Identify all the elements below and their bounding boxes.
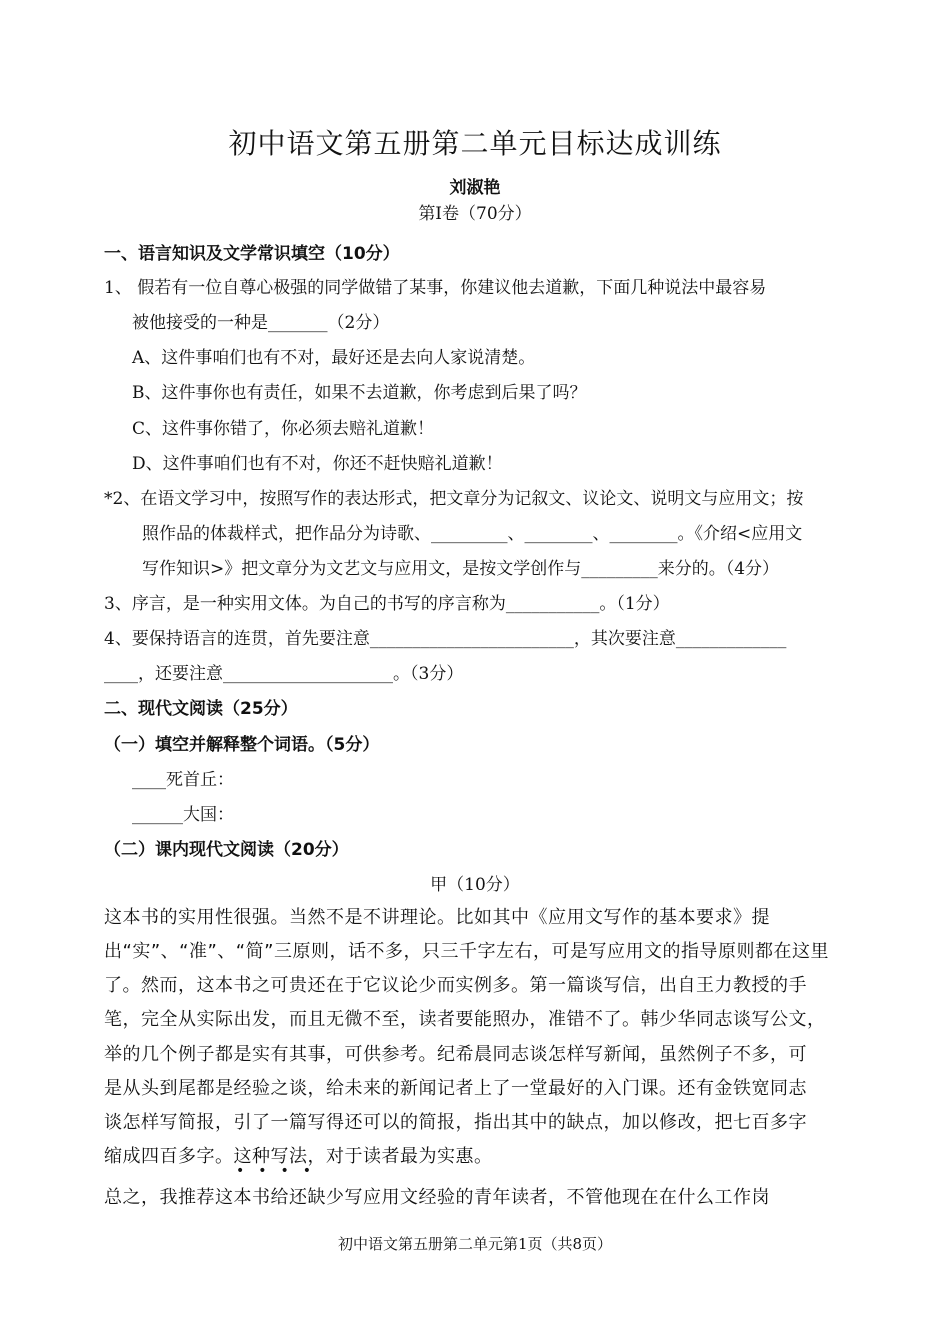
question-1-line-2: 被他接受的一种是_______（2分） <box>132 313 390 333</box>
question-4-line-1: 4、要保持语言的连贯，首先要注意________________________，其次要注意_____________ <box>104 629 787 649</box>
emphasis-dots: •••• <box>236 1163 326 1179</box>
part-1-heading: （一）填空并解释整个词语。（5分） <box>104 735 380 755</box>
question-2-line-3: 写作知识>》把文章分为文艺文与应用文，是按文学创作与_________来分的。（4分） <box>142 559 780 579</box>
passage-line: 笔，完全从实际出发，而且无微不至，读者要能照办，准错不了。韩少华同志谈写公文， <box>104 1009 826 1030</box>
question-1-option-b: B、这件事你也有责任，如果不去道歉，你考虑到后果了吗？ <box>132 383 587 403</box>
passage-line: 了。然而，这本书之可贵还在于它议论少而实例多。第一篇谈写信，出自王力教授的手 <box>104 975 807 996</box>
part-1-item-1: ____死首丘： <box>132 770 234 790</box>
part-2-heading: （二）课内现代文阅读（20分） <box>104 840 349 860</box>
question-3: 3、序言，是一种实用文体。为自己的书写的序言称为___________。（1分） <box>104 594 670 614</box>
question-4-line-2: ____，还要注意____________________。（3分） <box>104 664 464 684</box>
question-1-option-c: C、这件事你错了，你必须去赔礼道歉！ <box>132 419 435 439</box>
passage-title: 甲（10分） <box>430 875 520 895</box>
paper-section-title: 第Ⅰ卷（70分） <box>418 204 532 224</box>
section-2-heading: 二、现代文阅读（25分） <box>104 699 298 719</box>
passage-line: 缩成四百多字。这种写法，对于读者最为实惠。 <box>104 1146 493 1167</box>
passage-line: 这本书的实用性很强。当然不是不讲理论。比如其中《应用文写作的基本要求》提 <box>104 907 770 928</box>
part-1-item-2: ______大国： <box>132 805 234 825</box>
section-1-heading: 一、语言知识及文学常识填空（10分） <box>104 244 400 264</box>
author-name: 刘淑艳 <box>449 178 501 198</box>
question-1-option-a: A、这件事咱们也有不对，最好还是去向人家说清楚。 <box>132 348 536 368</box>
page-footer: 初中语文第五册第二单元第1页（共8页） <box>337 1235 613 1253</box>
question-1-line-1: 1、 假若有一位自尊心极强的同学做错了某事，你建议他去道歉，下面几种说法中最容易 <box>104 278 767 298</box>
passage-line: 是从头到尾都是经验之谈，给未来的新闻记者上了一堂最好的入门课。还有金铁宽同志 <box>104 1078 807 1099</box>
document-title: 初中语文第五册第二单元目标达成训练 <box>228 127 722 160</box>
passage-last-line: 总之，我推荐这本书给还缺少写应用文经验的青年读者，不管他现在在什么工作岗 <box>104 1187 770 1208</box>
passage-line: 举的几个例子都是实有其事，可供参考。纪希晨同志谈怎样写新闻，虽然例子不多，可 <box>104 1044 807 1065</box>
question-2-line-1: *2、在语文学习中，按照写作的表达形式，把文章分为记叙文、议论文、说明文与应用文；按 <box>104 489 804 509</box>
passage-line: 谈怎样写简报，引了一篇写得还可以的简报，指出其中的缺点，加以修改，把七百多字 <box>104 1112 807 1133</box>
question-1-option-d: D、这件事咱们也有不对，你还不赶快赔礼道歉！ <box>132 454 503 474</box>
question-2-line-2: 照作品的体裁样式，把作品分为诗歌、_________、________、________。《介绍<应用文 <box>142 524 803 544</box>
passage-line: 出“实”、“准”、“简”三原则，话不多，只三千字左右，可是写应用文的指导原则都在这里 <box>104 941 829 962</box>
